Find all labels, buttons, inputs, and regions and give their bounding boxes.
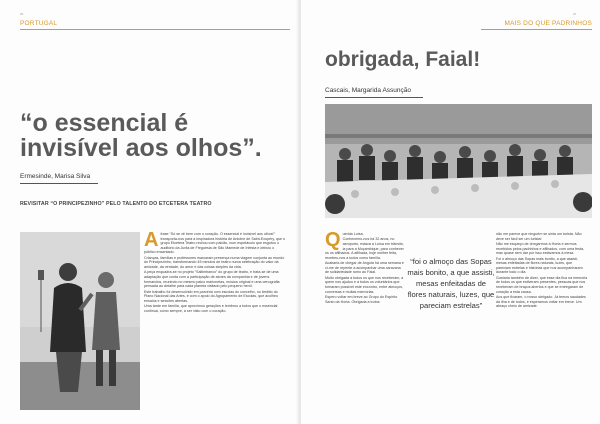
left-page-number: 26 xyxy=(20,12,24,16)
pull-quote: “foi o almoço das Sopas mais bonito, a que assisti, mesas enfeitadas de flores naturais, luzes, que pareciam estrelas” xyxy=(407,257,495,310)
left-paragraph: Este trabalho foi desenvolvido em parceria com escolas do concelho, no âmbito do Plano Nacional das Artes, e com o apoio do Agrupamento de Escolas, que acolheu ensaios e sessões abertas. xyxy=(144,289,278,303)
right-section-label: MAIS DO QUE PADRINHOS xyxy=(504,20,592,27)
right-column-1 xyxy=(325,229,405,305)
right-column-2 xyxy=(496,232,588,309)
right-paragraph: Acabaria de chegar de Angola há uma semana e vi-me de repente a acompanhar uma caravana de solidariedade rumo ao Faial. xyxy=(325,261,404,275)
left-article-title: “o essencial é invisível aos olhos”. xyxy=(20,109,262,162)
right-paragraph: Não me esqueço de chegarmos à Horta e sermos recebidos pelos padrinhos e afilhados, com uma festa, mas quase sem dar por isso estávamos à mesa. xyxy=(496,241,585,256)
left-author: Ermesinde, Marisa Silva xyxy=(20,173,91,180)
right-paragraph: Gostaria também de dizer, que esse dia fica na memória de todos os que estiveram presentes, pessoas que nos receberam de braços abertos e que se entregaram de coração a esta causa. xyxy=(496,275,588,294)
right-paragraph: não me parece que ninguém se sinta um turista. Não deve ser fácil ser um turista! xyxy=(496,232,582,241)
right-paragraph: Foi o almoço das Sopas mais bonito, a que assisti, mesas enfeitadas de flores naturais, luzes, que pareciam estrelas e histórias que nos acompanharam durante todo o dia. xyxy=(496,256,583,275)
theatre-photo xyxy=(20,232,140,410)
lunch-photo xyxy=(325,104,592,218)
left-subtitle: REVISITAR “O PRINCIPEZINHO” PELO TALENTO DO ETCETERA TEATRO xyxy=(20,201,212,207)
right-page xyxy=(301,0,600,424)
right-paragraph: Conhecemo-nos há 32 anos, no aeroporto, estava a Luísa em trânsito, ia para a Moçambique, para conhecer os os afilhados. A afilhada, hoje mulher feita, recebeu-nos a todos como família. xyxy=(325,237,404,260)
right-section-rule xyxy=(481,29,592,30)
left-paragraph: frase “Só se vê bem com o coração. O essencial é invisível aos olhos!” transporta-nos para a inspiradora história de Antoine de Saint-Exupéry, que o grupo Etcetera Teatro recriou com paixão, num espetáculo que esgotou o auditório da Junta de Freguesia de São Mamede de Infesta e deixou o público encantado. xyxy=(144,232,286,255)
right-paragraph: Aos que ficaram, o nosso obrigado. Já temos saudades da ilha e de todos, e esperamos voltar em breve. Um abraço cheio de amizade. xyxy=(496,294,586,309)
right-article-title: obrigada, Faial! xyxy=(325,48,481,71)
left-section-rule xyxy=(20,29,290,30)
right-author-underline xyxy=(325,97,423,98)
right-paragraph: Espero voltar em breve ao Grupo do Espírito Santo da Horta. Obrigada a todos. xyxy=(325,294,398,304)
theatre-photo-illustration xyxy=(20,232,140,410)
right-dropcap: Q xyxy=(325,229,341,251)
left-paragraph: Crianças, famílias e professores marcaram presença numa viagem conjunta ao mundo do Principezinho, transformando 45 minutos de teatro numa celebração do valor da amizade, da verdade, do amor e das coisas simples da vida. xyxy=(144,255,285,269)
lunch-photo-illustration xyxy=(325,104,592,218)
left-page xyxy=(0,0,299,424)
left-paragraph: Uma tarde em família, que aproximou gerações e lembrou a todos que o essencial continua, como sempre, a ser visto com o coração. xyxy=(144,304,278,313)
left-section-label: PORTUGAL xyxy=(20,20,58,27)
right-author: Cascais, Margarida Assunção xyxy=(325,87,411,94)
right-paragraph: uerida Luísa, xyxy=(342,232,364,236)
left-dropcap: A xyxy=(144,229,159,251)
right-paragraph: Muito obrigada a todos os que nos receberam, a quem nos ajudou e a todos os voluntários que tornaram possível este encontro, entre almoços, conversas e muitas memórias. xyxy=(325,275,404,294)
left-body-text xyxy=(144,229,286,314)
left-author-underline xyxy=(20,183,98,184)
right-page-number: 27 xyxy=(573,12,577,16)
left-paragraph: A peça enquadra-se no projeto “Saltimbanco” do grupo de teatro, e trata-se de uma adaptação que conta com a participação de atores da companhia e de jovens formandos, reunindo no mesmo palco marionetas, música original e uma cenografia pensada ao detalhe para cada planeta visitado pelo pequeno herói. xyxy=(144,270,280,289)
